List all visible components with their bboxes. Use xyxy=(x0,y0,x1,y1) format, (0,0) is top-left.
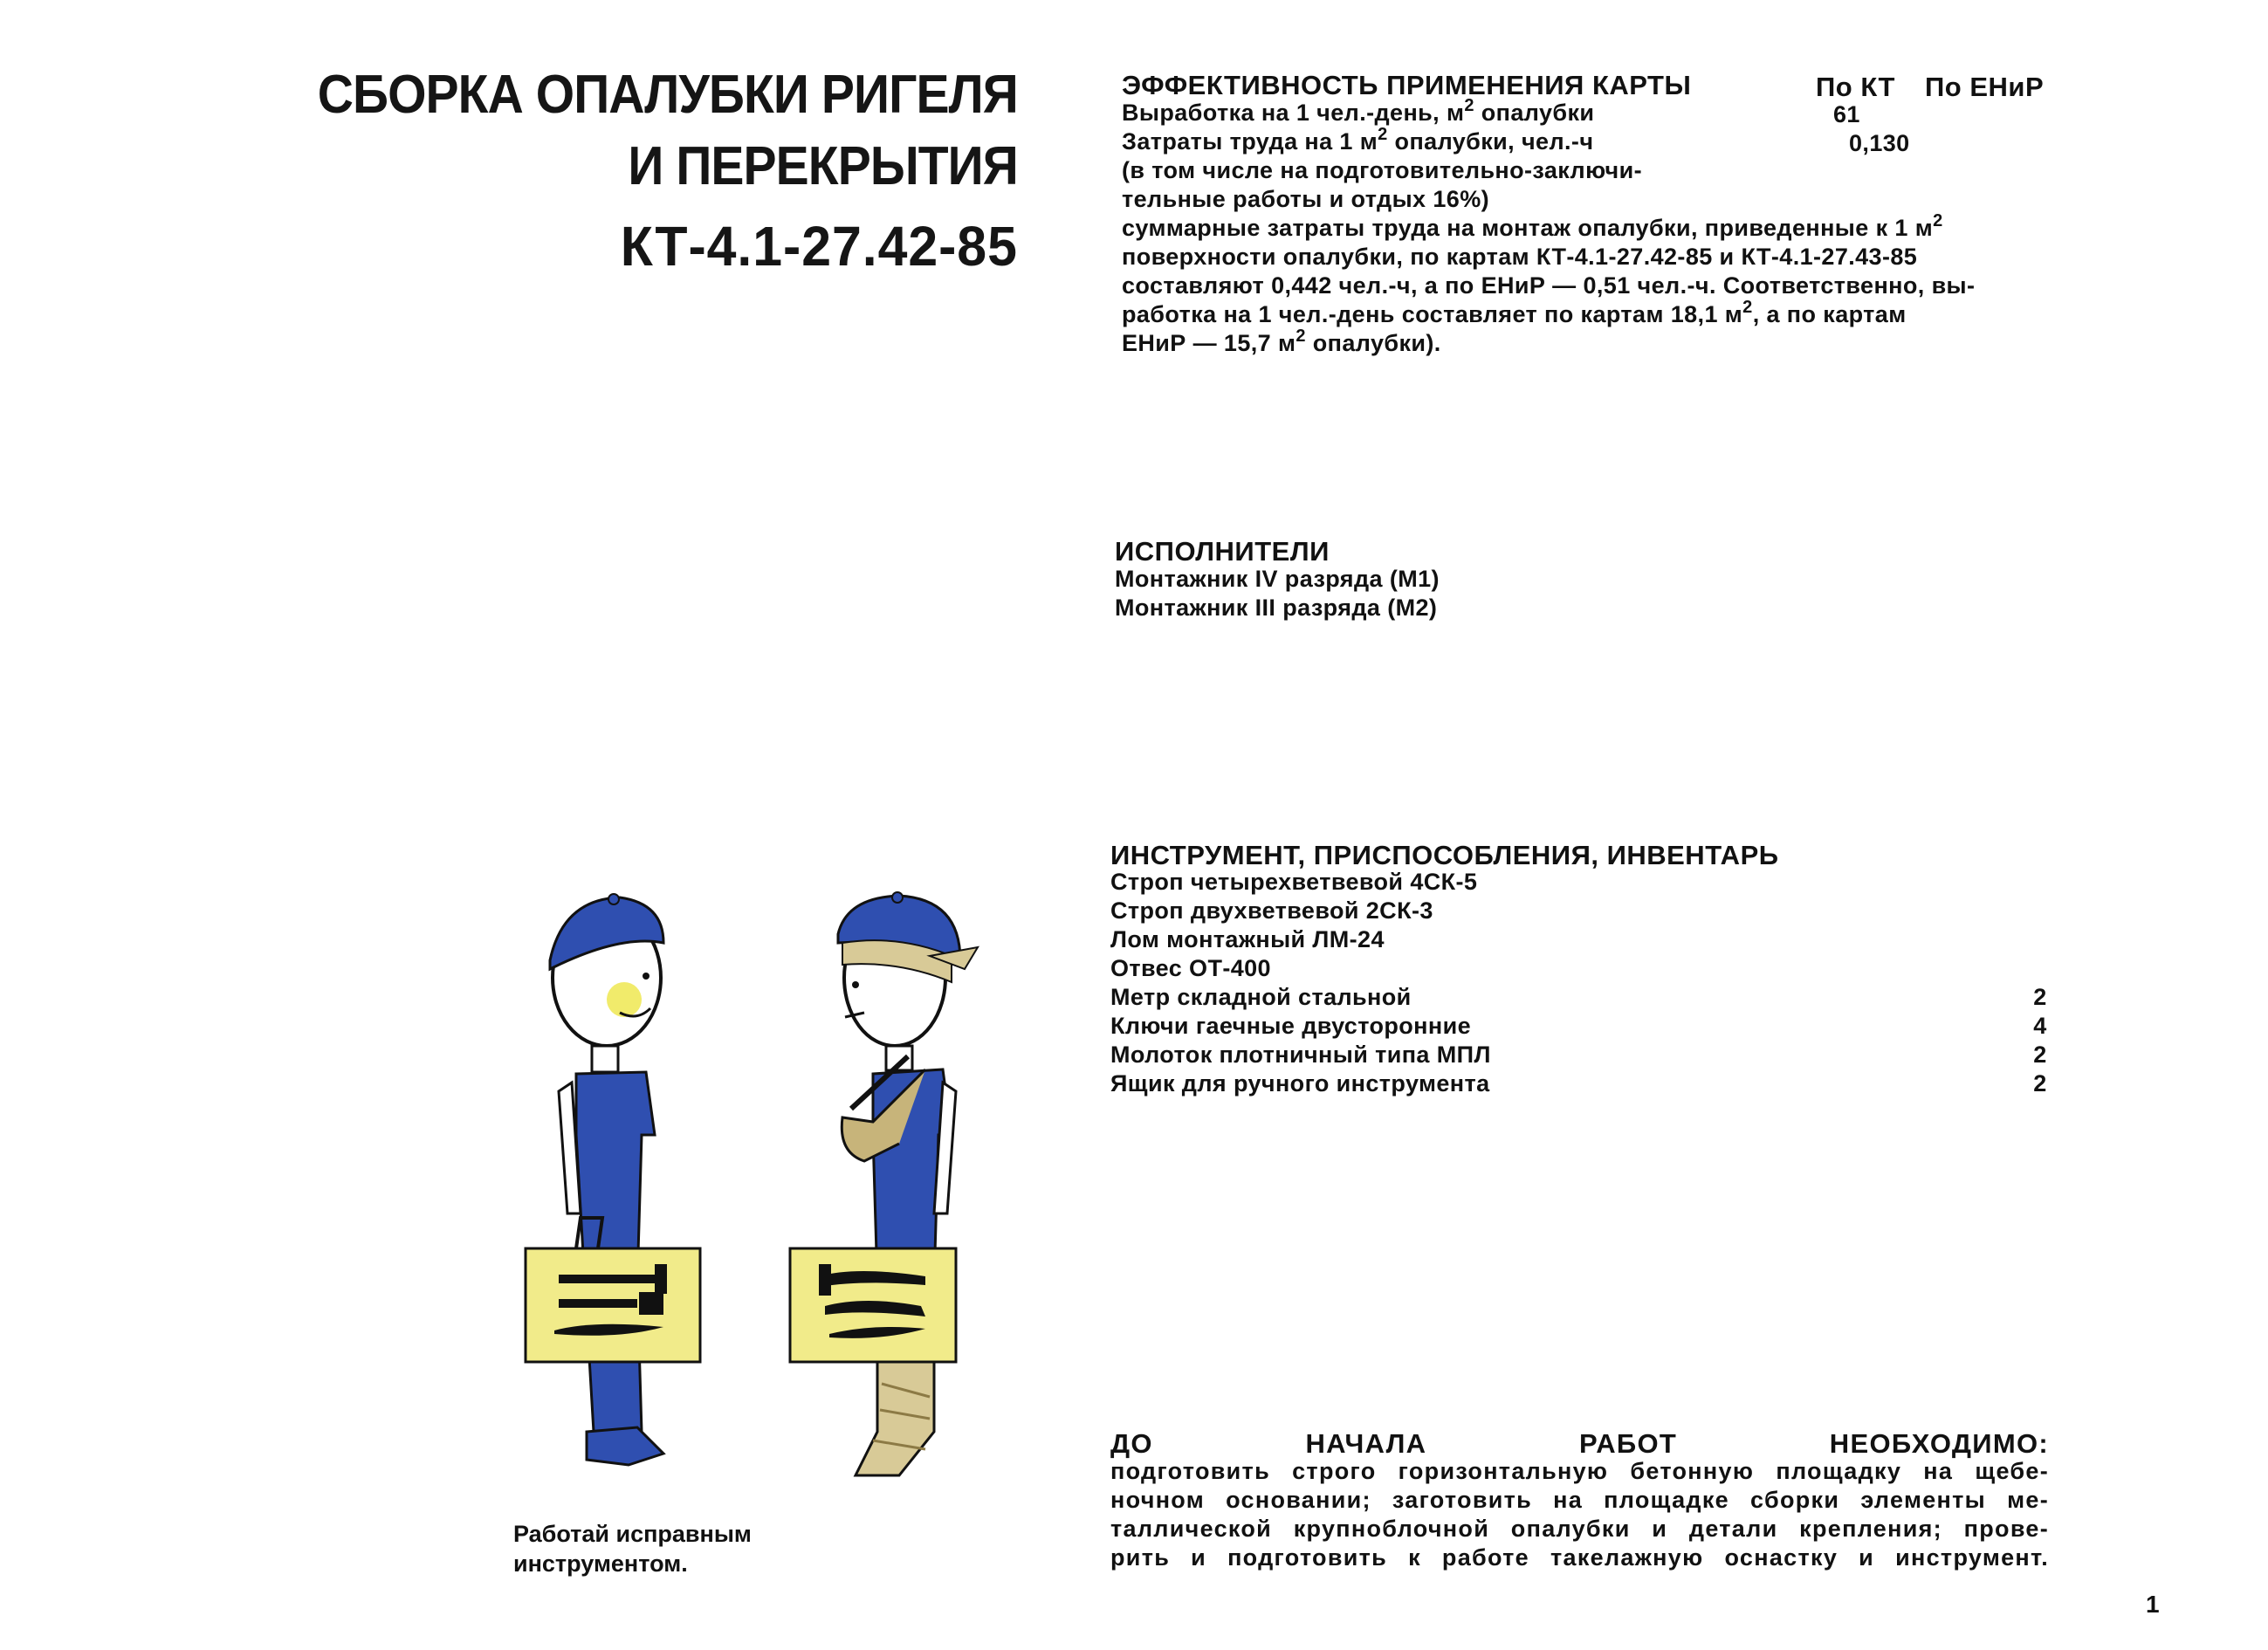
column-kt xyxy=(1816,72,1910,158)
caption-line-1: Работай исправным xyxy=(513,1521,752,1547)
tools-section xyxy=(1110,840,2053,1099)
before-work-line: рить и подготовить к работе такелажную оснастку и инструмент. xyxy=(1110,1544,2049,1571)
column-kt-header: По КТ xyxy=(1816,72,1895,102)
worker-healthy xyxy=(550,894,663,1465)
before-work-heading: ДО НАЧАЛА РАБОТ НЕОБХОДИМО: xyxy=(1110,1428,2049,1459)
page-title xyxy=(257,59,1018,285)
before-work-section xyxy=(1110,1428,2049,1572)
tool-item: Отвес ОТ-400 xyxy=(1110,955,1271,981)
worker-injured xyxy=(838,892,978,1475)
tool-item: Метр складной стальной 2 xyxy=(1110,984,2047,1010)
efficiency-row-output: Выработка на 1 чел.-день, $м^2$ опалубки xyxy=(1122,96,1595,126)
tool-item: Молоток плотничный типа МПЛ 2 xyxy=(1110,1042,2047,1068)
column-enir xyxy=(1925,72,2044,100)
tool-item: Строп четырехветвевой 4СК-5 xyxy=(1110,869,1478,895)
tool-item: Лом монтажный ЛМ-24 xyxy=(1110,926,1385,952)
efficiency-summary-1: суммарные затраты труда на монтаж опалубки, приведенные к 1 $м^2$ xyxy=(1122,211,1943,241)
before-work-line: ночном основании; заготовить на площадке сборки элементы ме- xyxy=(1110,1487,2049,1513)
page-number: 1 xyxy=(2146,1591,2160,1618)
performers-heading: ИСПОЛНИТЕЛИ xyxy=(1115,536,1330,567)
efficiency-heading: ЭФФЕКТИВНОСТЬ ПРИМЕНЕНИЯ КАРТЫ xyxy=(1122,70,1692,100)
tool-item: Ящик для ручного инструмента 2 xyxy=(1110,1070,2047,1097)
efficiency-note-2: тельные работы и отдых 16%) xyxy=(1122,186,1489,212)
title-code: КТ-4.1-27.42-85 xyxy=(620,215,1018,278)
title-line-1: СБОРКА ОПАЛУБКИ РИГЕЛЯ xyxy=(317,65,1018,125)
caption-line-2: инструментом. xyxy=(513,1550,688,1577)
efficiency-summary-5: ЕНиР — 15,7 $м^2$ опалубки). xyxy=(1122,327,1441,356)
performers-section xyxy=(1115,536,1440,622)
tools-heading: ИНСТРУМЕНТ, ПРИСПОСОБЛЕНИЯ, ИНВЕНТАРЬ xyxy=(1110,840,1779,870)
tool-item: Строп двухветвевой 2СК-3 xyxy=(1110,897,1433,924)
value-labor-kt: 0,130 xyxy=(1849,130,1910,156)
performer-item: Монтажник III разряда (М2) xyxy=(1115,595,1438,621)
efficiency-summary-3: составляют 0,442 чел.-ч, а по ЕНиР — 0,51 чел.-ч. Соответственно, вы- xyxy=(1122,272,1976,299)
tool-item: Ключи гаечные двусторонние 4 xyxy=(1110,1013,2047,1039)
workers-illustration xyxy=(489,873,1030,1502)
performer-item: Монтажник IV разряда (М1) xyxy=(1115,566,1440,592)
efficiency-summary-2: поверхности опалубки, по картам КТ-4.1-27.42-85 и КТ-4.1-27.43-85 xyxy=(1122,244,1918,270)
efficiency-summary-4: работка на 1 чел.-день составляет по картам 18,1 $м^2$, а по картам xyxy=(1122,298,1907,327)
before-work-line: подготовить строго горизонтальную бетонную площадку на щебе- xyxy=(1110,1458,2049,1484)
efficiency-section xyxy=(1122,70,2082,358)
column-enir-header: По ЕНиР xyxy=(1925,72,2045,102)
illustration-caption xyxy=(513,1519,752,1578)
efficiency-note-1: (в том числе на подготовительно-заключи- xyxy=(1122,157,1642,183)
title-line-2: И ПЕРЕКРЫТИЯ xyxy=(628,136,1018,196)
before-work-line: таллической крупноблочной опалубки и детали крепления; прове- xyxy=(1110,1516,2049,1542)
value-output-kt: 61 xyxy=(1833,101,1860,127)
efficiency-row-labor: Затраты труда на 1 $м^2$ опалубки, чел.-ч xyxy=(1122,125,1594,155)
